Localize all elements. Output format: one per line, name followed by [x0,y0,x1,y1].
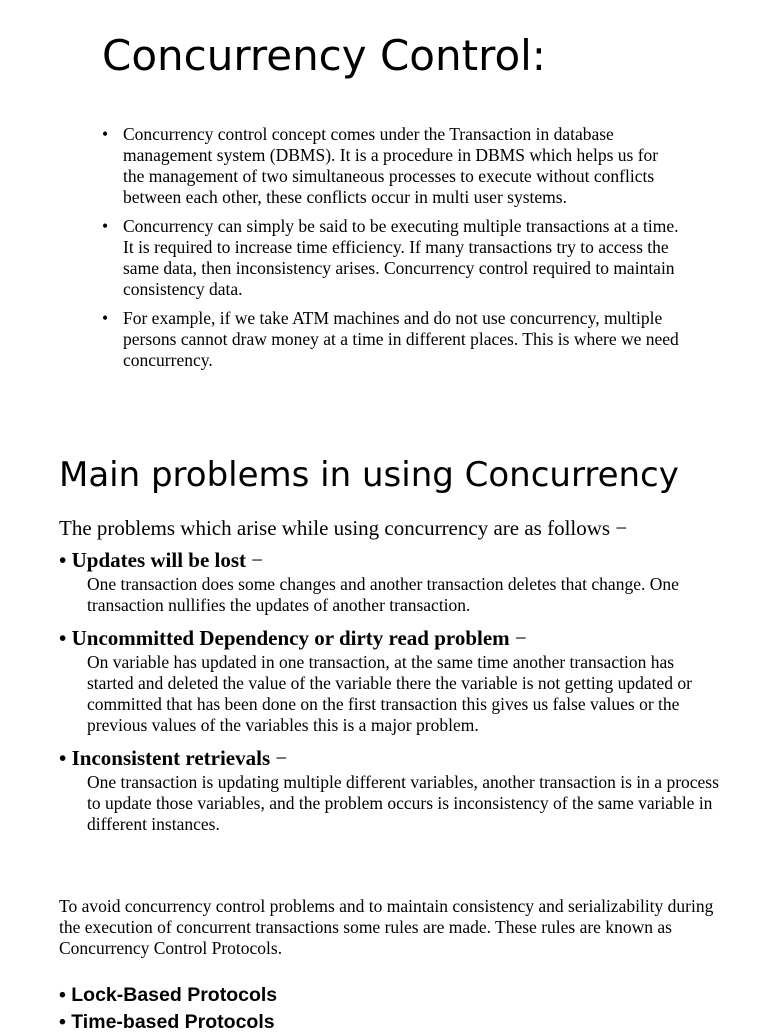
bullet-icon: • [59,1011,66,1033]
problem-item [59,744,719,835]
problems-list [59,546,719,843]
list-item-text: Concurrency can simply be said to be executing multiple transactions at a time. It is required to increase time efficiency. If many transactions try to access the same data, then inconsistency arises. Concurrency control required to maintain consistency data. [123,216,679,299]
list-item [59,982,277,1009]
problem-description: On variable has updated in one transaction, at the same time another transaction has started and deleted the value of the variable there the variable is not getting updated or committed that has been done on the first transaction this gives us false values or the previous values of the variables this is a major problem. [87,652,692,735]
protocols-intro: To avoid concurrency control problems and to maintain consistency and serializability during the execution of concurrent transactions some rules are made. These rules are known as Concurrency Control Protocols. [59,896,714,958]
bullet-icon: • [102,216,109,236]
problem-title: Inconsistent retrievals [71,746,271,770]
problem-item [59,624,719,736]
dash-separator: − [246,548,264,572]
problem-description: One transaction is updating multiple different variables, another transaction is in a process to update those variables, and the problem occurs is inconsistency of the same variable in different instances. [87,772,719,834]
problem-title: Updates will be lost [71,548,247,572]
list-item [102,124,682,208]
bullet-icon: • [59,548,67,572]
problems-intro: The problems which arise while using concurrency are as follows − [59,516,628,540]
bullet-icon: • [59,984,66,1006]
problem-item [59,546,719,616]
problem-title: Uncommitted Dependency or dirty read problem [71,626,510,650]
dash-separator: − [509,626,527,650]
problem-heading [59,546,719,574]
section-heading: Main problems in using Concurrency [59,455,679,495]
protocol-label: Lock-Based Protocols [71,984,278,1006]
list-item [59,1009,277,1036]
bullet-icon: • [102,124,109,144]
list-item-text: Concurrency control concept comes under the Transaction in database management system (DBMS). It is a procedure in DBMS which helps us for the management of two simultaneous processes to execute without conflicts between each other, these conflicts occur in multi user systems. [123,124,659,207]
problem-heading [59,744,719,772]
list-item [102,308,682,371]
list-item [102,216,682,300]
bullet-icon: • [59,746,67,770]
concurrency-intro-list [102,124,682,379]
protocols-list [59,982,277,1036]
bullet-icon: • [59,626,67,650]
page-title: Concurrency Control: [102,31,546,80]
problem-heading [59,624,719,652]
dash-separator: − [270,746,288,770]
bullet-icon: • [102,308,109,328]
problem-description: One transaction does some changes and another transaction deletes that change. One transaction nullifies the updates of another transaction. [87,574,679,615]
protocol-label: Time-based Protocols [71,1011,275,1033]
list-item-text: For example, if we take ATM machines and do not use concurrency, multiple persons cannot draw money at a time in different places. This is where we need concurrency. [123,308,679,370]
